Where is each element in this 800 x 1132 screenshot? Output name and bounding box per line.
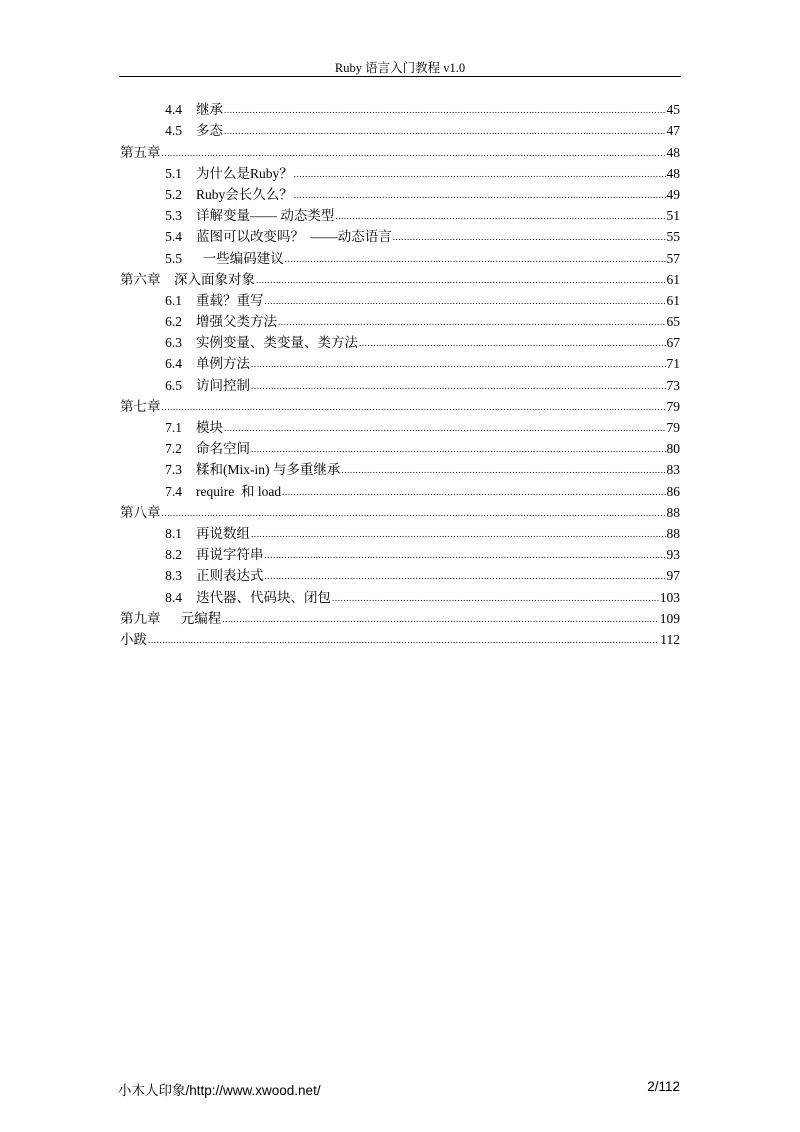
dot-leader <box>265 550 666 560</box>
dot-leader <box>256 275 666 285</box>
toc-entry-page: 88 <box>666 525 680 541</box>
dot-leader <box>148 635 659 645</box>
dot-leader <box>359 338 666 348</box>
toc-entry-number: 6.1 <box>165 292 182 308</box>
toc-entry-title: 实例变量、类变量、类方法 <box>196 335 358 351</box>
footer-page-number: 2/112 <box>647 1079 680 1094</box>
toc-entry-number: 4.5 <box>165 123 182 139</box>
header-divider <box>119 76 681 77</box>
toc-entry-title: 第六章 深入面象对象 <box>120 271 255 287</box>
toc-entry-number: 7.2 <box>165 441 182 457</box>
toc-entry-number: 4.4 <box>165 102 182 118</box>
toc-chapter-entry[interactable] <box>120 606 680 627</box>
toc-chapter-entry[interactable] <box>120 139 680 160</box>
toc-entry-title: require 和 load <box>196 483 282 499</box>
toc-entry-page: 65 <box>666 314 680 330</box>
toc-entry-title: 多态 <box>196 123 223 139</box>
toc-entry[interactable] <box>120 245 680 266</box>
dot-leader <box>224 105 666 115</box>
toc-chapter-entry[interactable] <box>120 267 680 288</box>
toc-entry-title: 第五章 <box>120 144 161 160</box>
table-of-contents <box>120 97 680 648</box>
toc-entry-number: 7.3 <box>165 462 182 478</box>
toc-entry-title: Ruby会长久么？ <box>196 186 293 202</box>
toc-entry-number: 5.3 <box>165 208 182 224</box>
toc-entry-title: 命名空间 <box>196 441 250 457</box>
toc-entry-page: 67 <box>666 335 680 351</box>
toc-entry-title: 模块 <box>196 420 223 435</box>
dot-leader <box>162 148 666 158</box>
toc-entry-page: 57 <box>666 250 680 266</box>
toc-entry-page: 73 <box>666 377 680 393</box>
dot-leader <box>224 423 666 433</box>
toc-entry-title: 重载？重写 <box>196 292 264 308</box>
toc-entry-number: 8.2 <box>165 547 182 563</box>
toc-entry-page: 103 <box>659 589 680 605</box>
toc-entry[interactable] <box>120 118 680 139</box>
dot-leader <box>251 529 666 539</box>
dot-leader <box>282 487 665 497</box>
dot-leader <box>251 381 666 391</box>
toc-entry-number: 5.4 <box>165 229 182 245</box>
toc-entry-title: 小跋 <box>120 631 147 647</box>
dot-leader <box>294 169 666 179</box>
toc-entry[interactable] <box>120 288 680 309</box>
dot-leader <box>294 190 666 200</box>
toc-entry-title: 继承 <box>196 102 223 118</box>
dot-leader <box>265 571 666 581</box>
toc-entry[interactable] <box>120 351 680 372</box>
toc-entry-title: 第八章 <box>120 504 161 520</box>
dot-leader <box>332 593 659 603</box>
toc-entry-page: 48 <box>666 165 680 181</box>
toc-entry-page: 61 <box>666 292 680 308</box>
toc-entry[interactable] <box>120 309 680 330</box>
toc-entry-page: 88 <box>666 504 680 520</box>
toc-entry-page: 83 <box>666 462 680 478</box>
toc-entry[interactable] <box>120 224 680 245</box>
toc-entry-number: 6.2 <box>165 314 182 330</box>
toc-entry-title: 再说数组 <box>196 525 250 541</box>
toc-entry-number: 6.4 <box>165 356 182 372</box>
toc-entry-page: 109 <box>659 610 680 626</box>
dot-leader <box>162 508 666 518</box>
toc-entry-title: 单例方法 <box>196 356 250 372</box>
dot-leader <box>278 317 666 327</box>
toc-entry-title: 为什么是Ruby？ <box>196 165 293 181</box>
toc-entry[interactable] <box>120 542 680 563</box>
toc-entry-title: 详解变量—— 动态类型 <box>196 208 335 224</box>
toc-entry-page: 51 <box>666 208 680 224</box>
toc-entry-number: 7.4 <box>165 483 182 499</box>
toc-entry-title: 蓝图可以改变吗？ ——动态语言 <box>196 229 392 245</box>
toc-entry-title: 访问控制 <box>196 377 250 393</box>
toc-entry-title: 第九章 元编程 <box>120 610 222 626</box>
toc-chapter-entry[interactable] <box>120 627 680 648</box>
toc-entry-page: 55 <box>666 229 680 245</box>
toc-entry-page: 112 <box>660 631 680 647</box>
dot-leader <box>222 614 659 624</box>
toc-entry-title: 增强父类方法 <box>196 314 277 330</box>
toc-entry-title: 迭代器、代码块、闭包 <box>196 589 331 605</box>
toc-entry[interactable] <box>120 521 680 542</box>
toc-entry[interactable] <box>120 436 680 457</box>
dot-leader <box>224 126 666 136</box>
dot-leader <box>393 232 666 242</box>
toc-entry[interactable] <box>120 330 680 351</box>
toc-chapter-entry[interactable] <box>120 500 680 521</box>
toc-entry[interactable] <box>120 97 680 118</box>
toc-entry-page: 47 <box>666 123 680 139</box>
page-header-title: Ruby 语言入门教程 v1.0 <box>334 61 466 75</box>
toc-entry-number: 6.3 <box>165 335 182 351</box>
toc-entry[interactable] <box>120 372 680 393</box>
dot-leader <box>162 402 666 412</box>
toc-entry-title: 第七章 <box>120 398 161 414</box>
footer-source-link[interactable]: 小木人印象/http://www.xwood.net/ <box>118 1083 321 1098</box>
toc-entry[interactable] <box>120 182 680 203</box>
toc-entry-title: 正则表达式 <box>196 568 264 584</box>
toc-entry-title: 一些编码建议 <box>196 250 284 266</box>
toc-entry-title: 再说字符串 <box>196 547 264 563</box>
dot-leader <box>335 211 665 221</box>
toc-entry-page: 86 <box>666 483 680 499</box>
dot-leader <box>251 359 666 369</box>
toc-chapter-entry[interactable] <box>120 394 680 415</box>
toc-entry[interactable] <box>120 415 680 436</box>
dot-leader <box>285 254 666 264</box>
toc-entry-page: 49 <box>666 186 680 202</box>
toc-entry-page: 61 <box>666 271 680 287</box>
toc-entry-page: 79 <box>666 398 680 414</box>
toc-entry-page: 48 <box>666 144 680 160</box>
toc-entry[interactable] <box>120 203 680 224</box>
toc-entry[interactable] <box>120 161 680 182</box>
dot-leader <box>251 444 666 454</box>
toc-entry-page: 79 <box>666 420 680 435</box>
toc-entry-number: 6.5 <box>165 377 182 393</box>
toc-entry-number: 8.1 <box>165 525 182 541</box>
toc-entry[interactable] <box>120 563 680 584</box>
toc-entry[interactable] <box>120 584 680 605</box>
toc-entry-number: 7.1 <box>165 420 182 435</box>
toc-entry-number: 5.2 <box>165 186 182 202</box>
toc-entry[interactable] <box>120 478 680 499</box>
toc-entry-page: 45 <box>666 102 680 118</box>
dot-leader <box>265 296 666 306</box>
toc-entry-number: 8.3 <box>165 568 182 584</box>
toc-entry-title: 糅和(Mix-in) 与多重继承 <box>196 462 341 478</box>
toc-entry-page: 71 <box>666 356 680 372</box>
toc-entry-page: 97 <box>666 568 680 584</box>
toc-entry-number: 5.1 <box>165 165 182 181</box>
toc-entry-page: 80 <box>666 441 680 457</box>
toc-entry-number: 8.4 <box>165 589 182 605</box>
toc-entry-number: 5.5 <box>165 250 182 266</box>
toc-entry-page: 93 <box>666 547 680 563</box>
toc-entry[interactable] <box>120 457 680 478</box>
dot-leader <box>341 465 665 475</box>
